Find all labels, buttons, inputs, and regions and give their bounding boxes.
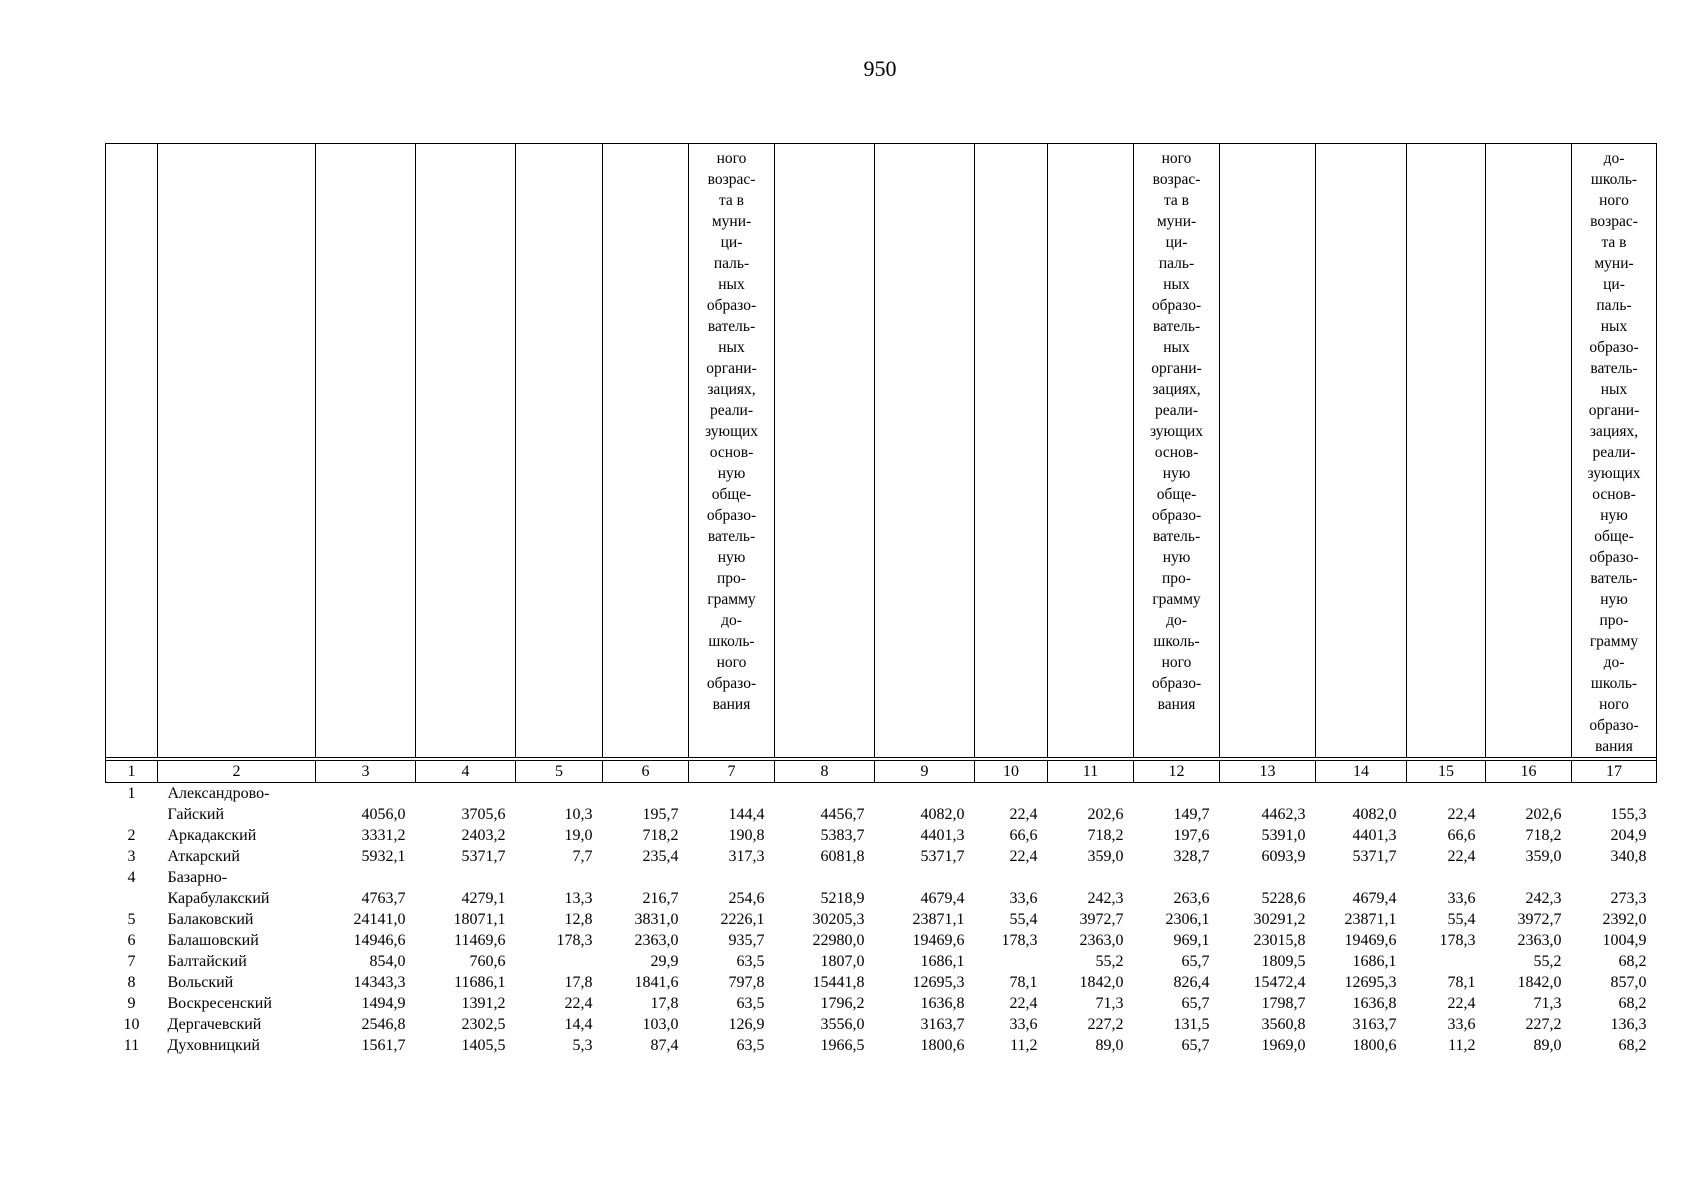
table-row — [106, 972, 1657, 993]
value-cell: 4056,0 — [361, 806, 406, 823]
value-cell: 11,2 — [1010, 1037, 1038, 1054]
value-cell: 1004,9 — [1602, 932, 1647, 949]
budget-table — [105, 143, 1657, 1056]
value-cell: 4279,1 — [461, 890, 506, 907]
value-cell: 340,8 — [1610, 848, 1647, 865]
header-cell-15 — [1407, 144, 1486, 758]
value-cell: 11469,6 — [454, 932, 506, 949]
header-cell-8 — [775, 144, 875, 758]
district-name-line: Аткарский — [167, 848, 240, 865]
value-cell: 136,3 — [1610, 1016, 1647, 1033]
data-table — [105, 143, 1657, 1056]
value-cell: 78,1 — [1447, 974, 1476, 991]
district-name-line: Балашовский — [167, 932, 259, 949]
column-number: 15 — [1407, 761, 1486, 783]
value-cell: 935,7 — [728, 932, 765, 949]
table-row — [106, 951, 1657, 972]
value-cell: 63,5 — [736, 953, 765, 970]
value-cell: 24141,0 — [353, 911, 406, 928]
value-cell: 68,2 — [1618, 995, 1647, 1012]
row-index: 6 — [127, 932, 136, 949]
table-row — [106, 1014, 1657, 1035]
value-cell: 11,2 — [1448, 1037, 1476, 1054]
value-cell: 1796,2 — [820, 995, 865, 1012]
district-name — [158, 867, 316, 909]
value-cell: 5218,9 — [820, 890, 865, 907]
header-cell-5 — [516, 144, 603, 758]
value-cell: 1686,1 — [920, 953, 965, 970]
value-cell: 2546,8 — [361, 1016, 406, 1033]
value-cell: 3163,7 — [920, 1016, 965, 1033]
value-cell: 15472,4 — [1253, 974, 1306, 991]
value-cell: 1842,0 — [1517, 974, 1562, 991]
value-cell: 1636,8 — [1352, 995, 1397, 1012]
column-number: 7 — [689, 761, 775, 783]
value-cell: 89,0 — [1095, 1037, 1124, 1054]
value-cell: 19,0 — [564, 827, 593, 844]
value-cell: 197,6 — [1173, 827, 1210, 844]
table-row — [106, 825, 1657, 846]
value-cell: 66,6 — [1447, 827, 1476, 844]
value-cell: 12695,3 — [1344, 974, 1397, 991]
value-cell: 359,0 — [1087, 848, 1124, 865]
value-cell: 14,4 — [564, 1016, 593, 1033]
value-cell: 202,6 — [1525, 806, 1562, 823]
value-cell: 178,3 — [1439, 932, 1476, 949]
district-name — [158, 825, 316, 846]
column-number: 12 — [1134, 761, 1220, 783]
value-cell: 89,0 — [1533, 1037, 1562, 1054]
row-index: 7 — [127, 953, 136, 970]
column-number: 6 — [603, 761, 689, 783]
row-index: 5 — [127, 911, 136, 928]
header-cell-11 — [1048, 144, 1134, 758]
value-cell: 22980,0 — [812, 932, 865, 949]
value-cell: 2403,2 — [461, 827, 506, 844]
value-cell: 155,3 — [1610, 806, 1647, 823]
value-cell: 65,7 — [1181, 1037, 1210, 1054]
header-cell-10 — [975, 144, 1048, 758]
row-index: 8 — [127, 974, 136, 991]
value-cell: 1636,8 — [920, 995, 965, 1012]
value-cell: 718,2 — [642, 827, 679, 844]
district-name — [158, 783, 316, 826]
value-cell: 12695,3 — [912, 974, 965, 991]
column-number: 2 — [158, 761, 316, 783]
value-cell: 857,0 — [1610, 974, 1647, 991]
value-cell: 1391,2 — [461, 995, 506, 1012]
value-cell: 2363,0 — [1517, 932, 1562, 949]
value-cell: 71,3 — [1095, 995, 1124, 1012]
value-cell: 1807,0 — [820, 953, 865, 970]
value-cell: 17,8 — [650, 995, 679, 1012]
value-cell: 2363,0 — [634, 932, 679, 949]
district-name — [158, 909, 316, 930]
header-cell-16 — [1486, 144, 1572, 758]
value-cell: 216,7 — [642, 890, 679, 907]
value-cell: 19469,6 — [1344, 932, 1397, 949]
value-cell: 826,4 — [1173, 974, 1210, 991]
value-cell: 328,7 — [1173, 848, 1210, 865]
value-cell: 5371,7 — [1352, 848, 1397, 865]
value-cell: 11686,1 — [454, 974, 506, 991]
column-number: 1 — [106, 761, 158, 783]
value-cell: 5371,7 — [920, 848, 965, 865]
header-cell-13 — [1220, 144, 1316, 758]
value-cell: 204,9 — [1610, 827, 1647, 844]
value-cell: 760,6 — [469, 953, 506, 970]
value-cell: 14343,3 — [353, 974, 406, 991]
value-cell: 6093,9 — [1261, 848, 1306, 865]
district-name-line: Гайский — [167, 806, 225, 823]
value-cell: 1800,6 — [920, 1037, 965, 1054]
value-cell: 22,4 — [564, 995, 593, 1012]
value-cell: 4082,0 — [920, 806, 965, 823]
value-cell: 144,4 — [728, 806, 765, 823]
column-number: 13 — [1220, 761, 1316, 783]
value-cell: 17,8 — [564, 974, 593, 991]
value-cell: 33,6 — [1447, 1016, 1476, 1033]
table-row — [106, 993, 1657, 1014]
table-row — [106, 1035, 1657, 1056]
value-cell: 65,7 — [1181, 953, 1210, 970]
column-number: 8 — [775, 761, 875, 783]
table-row — [106, 783, 1657, 826]
header-cell-3 — [316, 144, 416, 758]
value-cell: 263,6 — [1173, 890, 1210, 907]
district-name-line: Духовницкий — [167, 1037, 260, 1054]
value-cell: 87,4 — [650, 1037, 679, 1054]
row-index: 9 — [127, 995, 136, 1012]
value-cell: 4462,3 — [1261, 806, 1306, 823]
value-cell: 195,7 — [642, 806, 679, 823]
value-cell: 969,1 — [1173, 932, 1210, 949]
value-cell: 242,3 — [1525, 890, 1562, 907]
value-cell — [1407, 951, 1486, 972]
value-cell: 5371,7 — [461, 848, 506, 865]
value-cell: 4763,7 — [361, 890, 406, 907]
row-index: 4 — [127, 869, 136, 886]
value-cell: 23871,1 — [912, 911, 965, 928]
table-row — [106, 930, 1657, 951]
column-number: 9 — [875, 761, 975, 783]
value-cell: 71,3 — [1533, 995, 1562, 1012]
table-header-row — [106, 144, 1657, 758]
value-cell: 22,4 — [1009, 848, 1038, 865]
header-cell-17 — [1572, 144, 1657, 758]
value-cell: 273,3 — [1610, 890, 1647, 907]
row-index: 2 — [127, 827, 136, 844]
value-cell: 3560,8 — [1261, 1016, 1306, 1033]
page-number: 950 — [863, 56, 897, 81]
value-cell: 797,8 — [728, 974, 765, 991]
value-cell: 66,6 — [1009, 827, 1038, 844]
value-cell: 4679,4 — [920, 890, 965, 907]
header-cell-9 — [875, 144, 975, 758]
district-name-line: Аркадакский — [167, 827, 257, 844]
value-cell: 5383,7 — [820, 827, 865, 844]
value-cell: 55,4 — [1447, 911, 1476, 928]
header-cell-1 — [106, 144, 158, 758]
column-number: 17 — [1572, 761, 1657, 783]
column-number-row — [106, 761, 1657, 783]
value-cell: 4401,3 — [1352, 827, 1397, 844]
value-cell: 65,7 — [1181, 995, 1210, 1012]
row-index: 1 — [127, 785, 136, 802]
district-name — [158, 951, 316, 972]
row-index: 11 — [123, 1037, 140, 1054]
column-number: 14 — [1316, 761, 1407, 783]
value-cell: 12,8 — [564, 911, 593, 928]
district-name-line: Балаковский — [167, 911, 254, 928]
header-cell-6 — [603, 144, 689, 758]
value-cell: 68,2 — [1618, 953, 1647, 970]
value-cell: 126,9 — [728, 1016, 765, 1033]
value-cell: 103,0 — [642, 1016, 679, 1033]
column-number: 11 — [1048, 761, 1134, 783]
row-index: 3 — [127, 848, 136, 865]
column-number: 10 — [975, 761, 1048, 783]
value-cell: 3972,7 — [1079, 911, 1124, 928]
district-name-line: Воскресенский — [167, 995, 272, 1012]
value-cell: 5,3 — [572, 1037, 593, 1054]
value-cell: 227,2 — [1087, 1016, 1124, 1033]
value-cell: 33,6 — [1447, 890, 1476, 907]
value-cell: 1800,6 — [1352, 1037, 1397, 1054]
value-cell: 3972,7 — [1517, 911, 1562, 928]
value-cell: 63,5 — [736, 995, 765, 1012]
value-cell: 29,9 — [650, 953, 679, 970]
value-cell: 4456,7 — [820, 806, 865, 823]
value-cell: 22,4 — [1009, 995, 1038, 1012]
value-cell: 1966,5 — [820, 1037, 865, 1054]
value-cell — [975, 951, 1048, 972]
value-cell: 22,4 — [1447, 806, 1476, 823]
value-cell: 10,3 — [564, 806, 593, 823]
value-cell: 3556,0 — [820, 1016, 865, 1033]
value-cell: 14946,6 — [353, 932, 406, 949]
header-text-12: ного возрас- та в муни- ци- паль- ных образо- ватель- ных органи- зациях, реали- зующих основ- ную обще- образо- ватель- ную про- грамму до- школь- ного образо- вания — [1149, 150, 1204, 713]
value-cell: 227,2 — [1525, 1016, 1562, 1033]
table-row — [106, 846, 1657, 867]
column-number: 4 — [416, 761, 516, 783]
value-cell: 718,2 — [1087, 827, 1124, 844]
value-cell: 3831,0 — [634, 911, 679, 928]
value-cell: 254,6 — [728, 890, 765, 907]
value-cell: 5391,0 — [1261, 827, 1306, 844]
value-cell: 7,7 — [572, 848, 593, 865]
value-cell: 33,6 — [1009, 890, 1038, 907]
district-name-line: Базарно- — [167, 869, 228, 886]
value-cell: 1798,7 — [1261, 995, 1306, 1012]
district-name-line: Карабулакский — [167, 890, 270, 907]
value-cell: 2392,0 — [1602, 911, 1647, 928]
district-name — [158, 1014, 316, 1035]
value-cell: 19469,6 — [912, 932, 965, 949]
district-name-line: Александрово- — [167, 785, 270, 802]
district-name — [158, 930, 316, 951]
value-cell: 55,2 — [1533, 953, 1562, 970]
column-number: 16 — [1486, 761, 1572, 783]
value-cell: 1405,5 — [461, 1037, 506, 1054]
value-cell: 1842,0 — [1079, 974, 1124, 991]
value-cell: 2226,1 — [720, 911, 765, 928]
value-cell: 22,4 — [1009, 806, 1038, 823]
district-name-line: Вольский — [167, 974, 234, 991]
value-cell: 3705,6 — [461, 806, 506, 823]
district-name — [158, 993, 316, 1014]
value-cell: 4082,0 — [1352, 806, 1397, 823]
value-cell: 317,3 — [728, 848, 765, 865]
district-name — [158, 1035, 316, 1056]
header-text-7: ного возрас- та в муни- ци- паль- ных образо- ватель- ных органи- зациях, реали- зующих основ- ную обще- образо- ватель- ную про- грамму до- школь- ного образо- вания — [704, 150, 759, 713]
row-index: 10 — [123, 1016, 140, 1033]
value-cell: 23015,8 — [1253, 932, 1306, 949]
column-number: 3 — [316, 761, 416, 783]
value-cell: 854,0 — [369, 953, 406, 970]
value-cell: 178,3 — [556, 932, 593, 949]
value-cell: 178,3 — [1001, 932, 1038, 949]
value-cell: 23871,1 — [1344, 911, 1397, 928]
header-cell-14 — [1316, 144, 1407, 758]
value-cell: 4679,4 — [1352, 890, 1397, 907]
value-cell: 1561,7 — [361, 1037, 406, 1054]
value-cell: 30205,3 — [812, 911, 865, 928]
value-cell: 5228,6 — [1261, 890, 1306, 907]
value-cell: 22,4 — [1447, 848, 1476, 865]
value-cell: 718,2 — [1525, 827, 1562, 844]
value-cell: 2306,1 — [1165, 911, 1210, 928]
table-row — [106, 909, 1657, 930]
value-cell: 18071,1 — [453, 911, 506, 928]
value-cell: 235,4 — [642, 848, 679, 865]
value-cell: 202,6 — [1087, 806, 1124, 823]
value-cell: 68,2 — [1618, 1037, 1647, 1054]
header-cell-12 — [1134, 144, 1220, 758]
district-name-line: Балтайский — [167, 953, 247, 970]
header-cell-2 — [158, 144, 316, 758]
value-cell: 149,7 — [1173, 806, 1210, 823]
value-cell: 4401,3 — [920, 827, 965, 844]
value-cell: 359,0 — [1525, 848, 1562, 865]
value-cell: 13,3 — [564, 890, 593, 907]
value-cell: 242,3 — [1087, 890, 1124, 907]
value-cell: 6081,8 — [820, 848, 865, 865]
value-cell: 63,5 — [736, 1037, 765, 1054]
value-cell: 33,6 — [1009, 1016, 1038, 1033]
table-row — [106, 867, 1657, 909]
value-cell: 190,8 — [728, 827, 765, 844]
value-cell — [516, 951, 603, 972]
district-name — [158, 846, 316, 867]
value-cell: 55,2 — [1095, 953, 1124, 970]
value-cell: 2363,0 — [1079, 932, 1124, 949]
value-cell: 22,4 — [1447, 995, 1476, 1012]
value-cell: 1494,9 — [361, 995, 406, 1012]
value-cell: 1686,1 — [1352, 953, 1397, 970]
value-cell: 15441,8 — [812, 974, 865, 991]
value-cell: 3163,7 — [1352, 1016, 1397, 1033]
value-cell: 3331,2 — [361, 827, 406, 844]
header-text-17: до- школь- ного возрас- та в муни- ци- паль- ных образо- ватель- ных органи- зациях, реали- зующих основ- ную обще- образо- ватель- ную про- грамму до- школь- ного образо- вания — [1587, 150, 1641, 755]
value-cell: 55,4 — [1009, 911, 1038, 928]
value-cell: 1969,0 — [1261, 1037, 1306, 1054]
district-name — [158, 972, 316, 993]
value-cell: 2302,5 — [461, 1016, 506, 1033]
value-cell: 1809,5 — [1261, 953, 1306, 970]
value-cell: 5932,1 — [361, 848, 406, 865]
value-cell: 131,5 — [1173, 1016, 1210, 1033]
header-cell-4 — [416, 144, 516, 758]
value-cell: 1841,6 — [634, 974, 679, 991]
header-cell-7 — [689, 144, 775, 758]
district-name-line: Дергачевский — [167, 1016, 262, 1033]
value-cell: 30291,2 — [1253, 911, 1306, 928]
value-cell: 78,1 — [1009, 974, 1038, 991]
column-number: 5 — [516, 761, 603, 783]
